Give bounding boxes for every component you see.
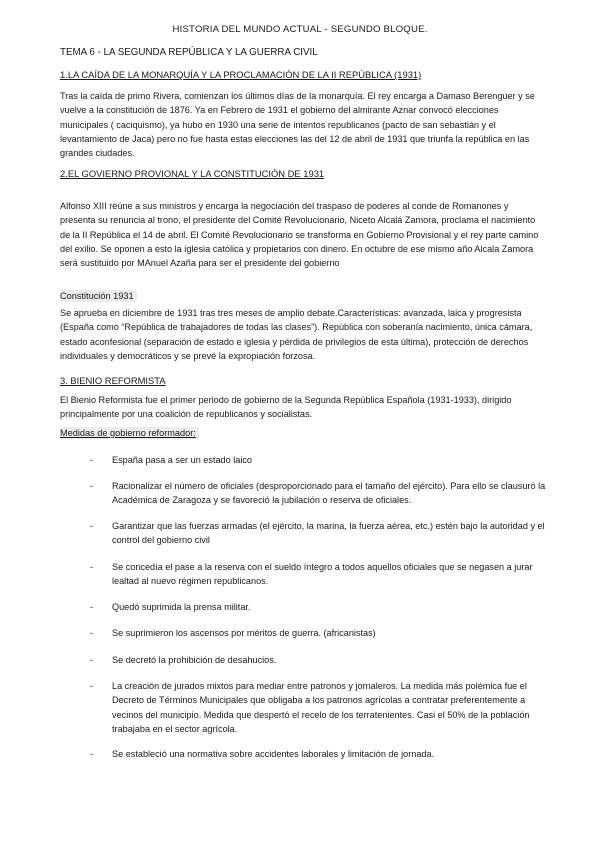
section-3-body: El Bienio Reformista fue el primer periodo de gobierno de la Segunda República Española (1931-1933), dirigido principalmente por una coalición de republicanos y socialistas.: [60, 395, 512, 420]
bullet-dash: -: [90, 455, 94, 465]
list-item-text: Se concedía el pase a la reserva con el sueldo íntegro a todos aquellos oficiales que se negasen a jurar lealtad al nuevo régimen republicanos.: [112, 562, 533, 587]
section-1-heading: 1.LA CAÍDA DE LA MONARQUÍA Y LA PROCLAMACIÓN DE LA II REPÚBLICA (1931): [60, 69, 422, 80]
constitution-subheading: [60, 290, 137, 302]
bullet-dash: -: [90, 602, 94, 612]
bullet-dash: -: [90, 521, 94, 531]
list-item-text: La creación de jurados mixtos para mediar entre patronos y jornaleros. La medida más polémica fue el Decreto de Términos Municipales que obligaba a los patronos agrícolas a contratar preferentemente a vecinos del municipio. Medida que despertó el recelo de los terratenientes. Casi el 50% de la población trabajaba en el sector agrícola.: [112, 681, 530, 734]
constitution-body: Se aprueba en diciembre de 1931 tras tres meses de amplio debate.Características: avanzada, laica y progresista (España como “República de trabajadores de todas las clases”). República con soberanía nacimiento, única cámara, estado aconfesional (separación de estado e iglesia y pérdida de privilegios de esta última), protección de derechos individuales y democráticos y se prevé la expropiación forzosa.: [60, 308, 533, 361]
list-item-text: Se suprimieron los ascensos por méritos de guerra. (africanistas): [112, 628, 376, 638]
document-title: HISTORIA DEL MUNDO ACTUAL - SEGUNDO BLOQUE.: [172, 24, 428, 35]
list-item-text: Quedó suprimida la prensa militar.: [112, 602, 251, 612]
section-3-heading: 3. BIENIO REFORMISTA: [60, 375, 166, 386]
bullet-dash: -: [90, 481, 94, 491]
section-1-body: Tras la caída de primo Rivera, comienzan los últimos días de la monarquía. El rey encarga a Damaso Berenguer y se vuelve a la constitución de 1876. Ya en Febrero de 1931 el gobierno del almirante Aznar convocó elecciones municipales ( caciquismo), ya hubo en 1930 una serie de intentos republicanos (pacto de san sebastián y el levantamiento de Jaca) pero no fue hasta estas elecciones las del 12 de abril de 1931 que triunfa la república en las grandes ciudades.: [60, 91, 535, 159]
topic-title: TEMA 6 - LA SEGUNDA REPÚBLICA Y LA GUERRA CIVIL: [60, 47, 318, 58]
list-item-text: Se decretó la prohibición de desahucios.: [112, 655, 277, 665]
list-item-text: España pasa a ser un estado laico: [112, 455, 253, 465]
bullet-dash: -: [90, 655, 94, 665]
section-2-heading: 2.EL GOVIERNO PROVIONAL Y LA CONSTITUCIÓN DE 1931: [60, 168, 325, 179]
bullet-dash: -: [90, 628, 94, 638]
measures-subheading-text: Medidas de gobierno reformador:: [60, 428, 196, 438]
bullet-dash: -: [90, 562, 94, 572]
section-2-body: Alfonso XIII reúne a sus ministros y encarga la negociación del traspaso de poderes al conde de Romanones y presenta su renuncia al trono, el presidente del Comité Revolucionario, Niceto Alcalá Zamora, proclama el nacimiento de la II República el 14 de abril. El Comité Revolucionario se transforma en Gobierno Provisional y el rey parte camino del exilio. Se oponen a esto la iglesia católica y propietarios con dinero. En octubre de ese mismo año Alcala Zamora será sustituido por MAnuel Azaña para ser el presidente del gobierno: [60, 201, 539, 269]
bullet-dash: -: [90, 681, 94, 691]
bullet-dash: -: [90, 749, 94, 759]
measures-subheading: [60, 427, 199, 439]
constitution-subheading-text: Constitución 1931: [60, 291, 134, 301]
list-item-text: Garantizar que las fuerzas armadas (el ejército, la marina, la fuerza aérea, etc.) estén bajo la autoridad y el control del gobierno civil: [112, 521, 545, 546]
list-item-text: Se estableció una normativa sobre accidentes laborales y limitación de jornada.: [112, 749, 435, 759]
list-item-text: Racionalizar el número de oficiales (desproporcionado para el tamaño del ejército). Para ello se clausuró la Académica de Zaragoza y se favoreció la jubilación o reserva de oficiales.: [112, 481, 546, 506]
